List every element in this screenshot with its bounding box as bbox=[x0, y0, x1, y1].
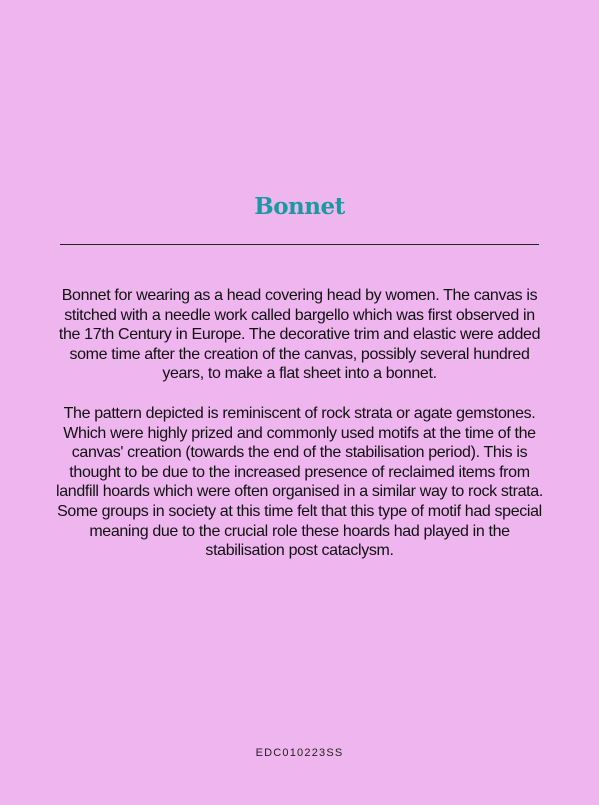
description bbox=[52, 286, 547, 581]
item-code: EDC010223SS bbox=[255, 747, 344, 759]
description-paragraph-2: The pattern depicted is reminiscent of rock strata or agate gemstones. Which were highly prized and commonly used motifs at the time of the canvas' creation (towards the end of the stabilisation period). This is thought to be due to the increased presence of reclaimed items from landfill hoards which were often organised in a similar way to rock strata. Some groups in society at this time felt that this type of motif had special meaning due to the crucial role these hoards had played in the stabilisation post cataclysm. bbox=[56, 404, 543, 560]
page-title: Bonnet bbox=[254, 193, 345, 220]
description-paragraph-1: Bonnet for wearing as a head covering head by women. The canvas is stitched with a needle work called bargello which was first observed in the 17th Century in Europe. The decorative trim and elastic were added some time after the creation of the canvas, possibly several hundred years, to make a flat sheet into a bonnet. bbox=[58, 287, 541, 383]
title-divider bbox=[60, 244, 539, 245]
